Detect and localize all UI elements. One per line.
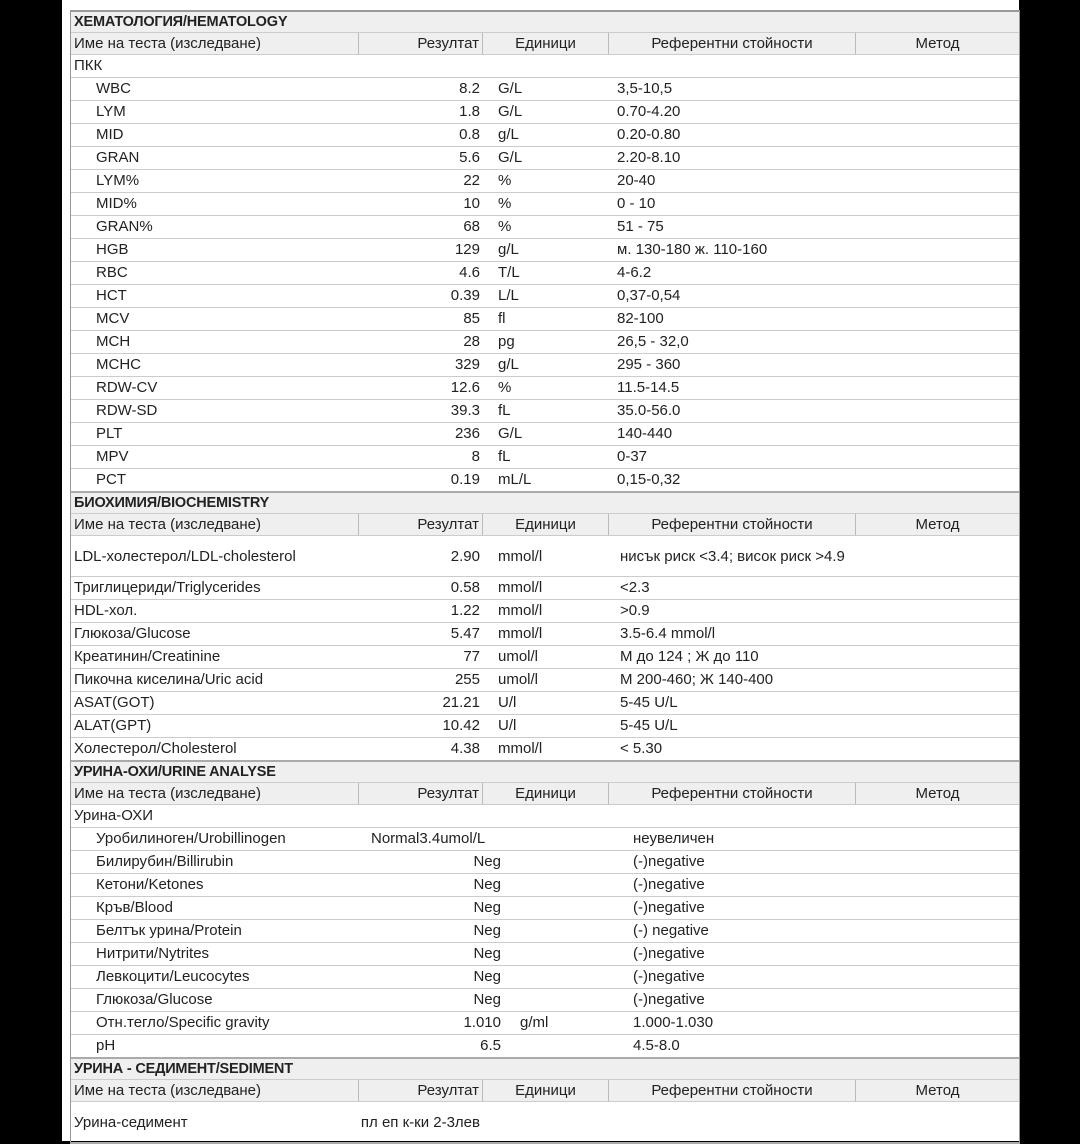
test-reference: < 5.30 [620, 740, 663, 757]
group-label: ПКК [74, 57, 103, 74]
test-units: % [498, 195, 512, 212]
test-units [483, 1102, 609, 1142]
column-header-method: Метод [915, 785, 960, 802]
table-row [71, 307, 1019, 330]
test-method [856, 989, 1019, 1011]
test-result: 10.42 [442, 717, 480, 734]
test-units: pg [498, 333, 515, 350]
test-reference: 26,5 - 32,0 [617, 333, 689, 350]
test-result: 1.8 [459, 103, 480, 120]
test-units: fl [498, 310, 506, 327]
table-row [71, 691, 1019, 714]
test-method [856, 446, 1019, 468]
test-reference: 5-45 U/L [620, 717, 678, 734]
column-header-units: Единици [483, 33, 609, 54]
test-method [856, 354, 1019, 376]
test-units: mmol/l [498, 625, 543, 642]
test-reference: <2.3 [620, 579, 650, 596]
test-units [504, 828, 630, 850]
test-name: Кетони/Ketones [96, 876, 204, 893]
test-name: MCV [96, 310, 130, 327]
test-result: Neg [473, 922, 501, 939]
test-name: MID [96, 126, 124, 143]
test-result: Neg [473, 945, 501, 962]
column-header-name: Име на теста (изследване) [71, 1080, 359, 1101]
test-name: MPV [96, 448, 129, 465]
test-reference: (-)negative [633, 899, 705, 916]
table-row [71, 737, 1019, 760]
test-method [856, 623, 1019, 645]
test-result: 6.5 [480, 1037, 501, 1054]
test-method [856, 646, 1019, 668]
test-units [504, 1035, 630, 1057]
test-reference: м. 130-180 ж. 110-160 [617, 241, 768, 258]
test-reference: >0.9 [620, 602, 650, 619]
column-header-result: Резултат [359, 514, 483, 535]
test-reference: 4-6.2 [617, 264, 652, 281]
table-row [71, 215, 1019, 238]
table-row [71, 668, 1019, 691]
test-units: g/L [498, 356, 519, 373]
test-result: 329 [454, 356, 480, 373]
table-row [71, 599, 1019, 622]
test-result: 1.010 [463, 1014, 501, 1031]
test-reference: неувеличен [633, 830, 715, 847]
test-units: fL [498, 402, 511, 419]
table-row [71, 622, 1019, 645]
test-result: 0.39 [450, 287, 480, 304]
column-header-reference: Референтни стойности [609, 33, 856, 54]
table-row [71, 376, 1019, 399]
test-result: 4.38 [450, 740, 480, 757]
test-method [856, 239, 1019, 261]
table-row [71, 399, 1019, 422]
column-header-units: Единици [483, 783, 609, 804]
test-reference [609, 1102, 856, 1142]
table-row [71, 100, 1019, 123]
test-reference: 0.70-4.20 [617, 103, 681, 120]
table-row [71, 1101, 1019, 1142]
test-name: LDL-холестерол/LDL-cholesterol [74, 547, 296, 565]
section-title: БИОХИМИЯ/BIOCHEMISTRY [71, 491, 1019, 513]
test-name: GRAN% [96, 218, 153, 235]
test-method [856, 262, 1019, 284]
test-name: Урина-седимент [74, 1113, 188, 1131]
test-name: LYM [96, 103, 126, 120]
test-units: G/L [498, 425, 523, 442]
test-result: пл еп к-ки 2-3лев [360, 1113, 480, 1131]
test-units: T/L [498, 264, 520, 281]
group-row [71, 54, 1019, 77]
table-row [71, 330, 1019, 353]
test-result: Neg [473, 968, 501, 985]
test-units: mmol/l [498, 579, 543, 596]
test-reference: (-)negative [633, 853, 705, 870]
test-reference: 0 - 10 [617, 195, 656, 212]
test-name: MCHC [96, 356, 141, 373]
test-name: HCT [96, 287, 127, 304]
test-result: 28 [463, 333, 480, 350]
test-units [504, 851, 630, 873]
test-units: G/L [498, 149, 523, 166]
test-method [856, 897, 1019, 919]
table-row [71, 714, 1019, 737]
test-name: RDW-SD [96, 402, 158, 419]
test-name: Глюкоза/Glucose [96, 991, 213, 1008]
table-row [71, 422, 1019, 445]
test-units: U/l [498, 717, 517, 734]
test-reference: 82-100 [617, 310, 664, 327]
test-result: 5.47 [450, 625, 480, 642]
test-reference: нисък риск <3.4; висок риск >4.9 [620, 547, 845, 565]
test-reference: 3,5-10,5 [617, 80, 673, 97]
test-method [856, 692, 1019, 714]
test-reference: 51 - 75 [617, 218, 664, 235]
test-reference: (-)negative [633, 945, 705, 962]
test-reference: 140-440 [617, 425, 673, 442]
test-name: MID% [96, 195, 137, 212]
test-units: % [498, 379, 512, 396]
test-units [504, 874, 630, 896]
test-units: fL [498, 448, 511, 465]
column-header-reference: Референтни стойности [609, 514, 856, 535]
test-units [504, 897, 630, 919]
column-header-result: Резултат [359, 783, 483, 804]
column-header-method: Метод [915, 1082, 960, 1099]
test-result: 12.6 [450, 379, 480, 396]
table-row [71, 645, 1019, 668]
test-reference: 20-40 [617, 172, 656, 189]
test-method [856, 308, 1019, 330]
test-reference: (-)negative [633, 991, 705, 1008]
test-method [856, 1035, 1019, 1057]
test-reference: 0-37 [617, 448, 648, 465]
test-units [504, 943, 630, 965]
table-row [71, 238, 1019, 261]
test-reference: (-)negative [633, 968, 705, 985]
test-name: Креатинин/Creatinine [74, 648, 221, 665]
test-result: 22 [463, 172, 480, 189]
table-row [71, 261, 1019, 284]
test-result: Neg [473, 853, 501, 870]
test-result: 8 [471, 448, 480, 465]
test-reference: 0,15-0,32 [617, 471, 681, 488]
test-method [856, 828, 1019, 850]
test-name: pH [96, 1037, 116, 1054]
test-name: Белтък урина/Protein [96, 922, 242, 939]
column-header-row [71, 782, 1019, 804]
test-units: U/l [498, 694, 517, 711]
test-result: Neg [473, 876, 501, 893]
test-units [504, 966, 630, 988]
test-result: Neg [473, 991, 501, 1008]
test-method [856, 851, 1019, 873]
column-header-row [71, 513, 1019, 535]
test-name: Билирубин/Billirubin [96, 853, 234, 870]
table-row [71, 896, 1019, 919]
test-units: umol/l [498, 671, 539, 688]
test-result: 1.22 [450, 602, 480, 619]
test-name: Левкоцити/Leucocytes [96, 968, 250, 985]
table-row [71, 169, 1019, 192]
test-reference: 3.5-6.4 mmol/l [620, 625, 716, 642]
lab-results-page [62, 0, 1019, 1141]
test-method [856, 193, 1019, 215]
test-units: mmol/l [498, 740, 543, 757]
table-row [71, 77, 1019, 100]
test-method [856, 669, 1019, 691]
table-row [71, 942, 1019, 965]
test-method [856, 600, 1019, 622]
test-name: HDL-хол. [74, 602, 138, 619]
test-method [856, 1102, 1019, 1142]
column-header-reference: Референтни стойности [609, 1080, 856, 1101]
test-name: MCH [96, 333, 131, 350]
column-header-units: Единици [483, 1080, 609, 1101]
test-method [856, 124, 1019, 146]
lab-results-document [70, 10, 1020, 1144]
test-reference: 4.5-8.0 [633, 1037, 680, 1054]
section-hem [71, 12, 1019, 491]
table-row [71, 965, 1019, 988]
test-result: 8.2 [459, 80, 480, 97]
table-row [71, 192, 1019, 215]
test-units [504, 920, 630, 942]
table-row [71, 353, 1019, 376]
test-result: 39.3 [450, 402, 480, 419]
test-method [856, 966, 1019, 988]
column-header-row [71, 32, 1019, 54]
test-reference: М до 124 ; Ж до 110 [620, 648, 759, 665]
table-row [71, 988, 1019, 1011]
column-header-method: Метод [915, 516, 960, 533]
test-units: umol/l [498, 648, 539, 665]
table-row [71, 827, 1019, 850]
test-result: 68 [463, 218, 480, 235]
test-name: Нитрити/Nytrites [96, 945, 210, 962]
test-reference: 1.000-1.030 [633, 1014, 714, 1031]
test-method [856, 920, 1019, 942]
test-reference: 35.0-56.0 [617, 402, 681, 419]
column-header-result: Резултат [359, 1080, 483, 1101]
test-name: RBC [96, 264, 128, 281]
test-units: % [498, 172, 512, 189]
test-method [856, 423, 1019, 445]
test-name: HGB [96, 241, 129, 258]
test-result: 0.8 [459, 126, 480, 143]
test-result: 4.6 [459, 264, 480, 281]
test-reference: 295 - 360 [617, 356, 681, 373]
test-units: L/L [498, 287, 519, 304]
test-name: WBC [96, 80, 131, 97]
test-method [856, 874, 1019, 896]
table-row [71, 1034, 1019, 1057]
test-reference: 5-45 U/L [620, 694, 678, 711]
test-method [856, 147, 1019, 169]
test-method [856, 715, 1019, 737]
test-reference: 2.20-8.10 [617, 149, 681, 166]
column-header-method: Метод [915, 35, 960, 52]
section-title: УРИНА-ОХИ/URINE ANALYSE [71, 760, 1019, 782]
column-header-units: Единици [483, 514, 609, 535]
table-row [71, 919, 1019, 942]
test-method [856, 285, 1019, 307]
test-method [856, 331, 1019, 353]
test-reference: (-) negative [633, 922, 709, 939]
test-result: Neg [473, 899, 501, 916]
column-header-result: Резултат [359, 33, 483, 54]
section-sed [71, 1057, 1019, 1142]
test-name: Уробилиноген/Urobillinogen [96, 830, 286, 847]
test-name: ASAT(GOT) [74, 694, 155, 711]
test-units: mmol/l [498, 602, 543, 619]
test-name: Глюкоза/Glucose [74, 625, 191, 642]
test-method [856, 577, 1019, 599]
test-units: g/ml [520, 1014, 549, 1031]
test-units: mmol/l [498, 547, 543, 565]
test-method [856, 469, 1019, 491]
test-method [856, 536, 1019, 576]
test-result: 10 [463, 195, 480, 212]
test-reference: 0.20-0.80 [617, 126, 681, 143]
test-result: 5.6 [459, 149, 480, 166]
test-name: GRAN [96, 149, 140, 166]
test-units: % [498, 218, 512, 235]
test-units [504, 989, 630, 1011]
section-bio [71, 491, 1019, 760]
table-row [71, 850, 1019, 873]
group-row [71, 804, 1019, 827]
test-name: RDW-CV [96, 379, 158, 396]
test-reference: 0,37-0,54 [617, 287, 681, 304]
test-name: ALAT(GPT) [74, 717, 152, 734]
test-method [856, 170, 1019, 192]
test-method [856, 216, 1019, 238]
table-row [71, 535, 1019, 576]
test-result: 77 [463, 648, 480, 665]
test-name: Кръв/Blood [96, 899, 173, 916]
test-result: 255 [454, 671, 480, 688]
test-result: 0.19 [450, 471, 480, 488]
test-method [856, 943, 1019, 965]
test-method [856, 1012, 1019, 1034]
test-method [856, 400, 1019, 422]
test-result: 21.21 [442, 694, 480, 711]
test-name: Отн.тегло/Specific gravity [96, 1014, 270, 1031]
table-row [71, 468, 1019, 491]
test-name: PCT [96, 471, 126, 488]
test-result: 129 [454, 241, 480, 258]
column-header-row [71, 1079, 1019, 1101]
test-units: G/L [498, 80, 523, 97]
test-method [856, 377, 1019, 399]
test-units: g/L [498, 126, 519, 143]
column-header-name: Име на теста (изследване) [71, 514, 359, 535]
test-name: Триглицериди/Triglycerides [74, 579, 261, 596]
test-name: LYM% [96, 172, 140, 189]
column-header-name: Име на теста (изследване) [71, 33, 359, 54]
test-result: 2.90 [450, 547, 480, 565]
test-reference: М 200-460; Ж 140-400 [620, 671, 774, 688]
section-urine [71, 760, 1019, 1057]
column-header-name: Име на теста (изследване) [71, 783, 359, 804]
table-row [71, 123, 1019, 146]
test-reference: (-)negative [633, 876, 705, 893]
test-method [856, 101, 1019, 123]
section-title: УРИНА - СЕДИМЕНТ/SEDIMENT [71, 1057, 1019, 1079]
test-method [856, 738, 1019, 760]
test-name: Холестерол/Cholesterol [74, 740, 237, 757]
table-row [71, 445, 1019, 468]
test-result: 85 [463, 310, 480, 327]
test-units: g/L [498, 241, 519, 258]
test-name: PLT [96, 425, 123, 442]
test-result: Normal3.4umol/L [371, 830, 486, 847]
table-row [71, 146, 1019, 169]
test-units: mL/L [498, 471, 532, 488]
table-row [71, 576, 1019, 599]
table-row [71, 284, 1019, 307]
table-row [71, 1011, 1019, 1034]
test-result: 0.58 [450, 579, 480, 596]
group-label: Урина-ОХИ [74, 807, 153, 824]
table-row [71, 873, 1019, 896]
test-reference: 11.5-14.5 [617, 379, 680, 396]
section-title: ХЕМАТОЛОГИЯ/HEMATOLOGY [71, 12, 1019, 32]
test-result: 236 [454, 425, 480, 442]
test-name: Пикочна киселина/Uric acid [74, 671, 264, 688]
test-units: G/L [498, 103, 523, 120]
column-header-reference: Референтни стойности [609, 783, 856, 804]
test-method [856, 78, 1019, 100]
